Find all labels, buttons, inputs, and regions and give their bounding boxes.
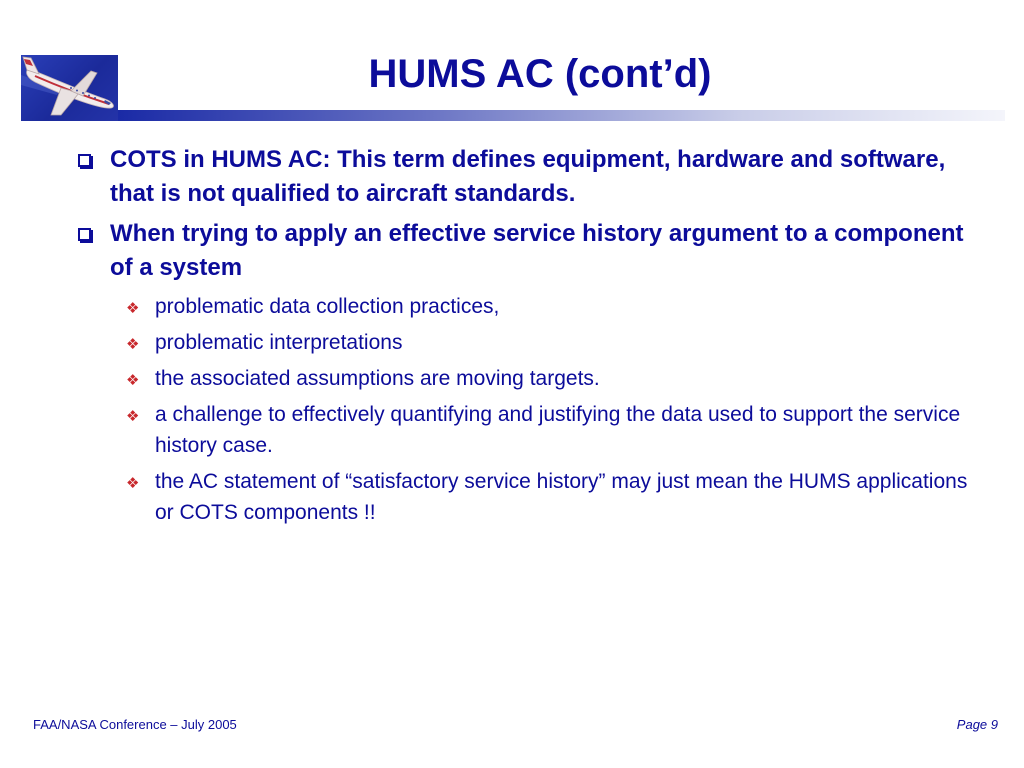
bullet-text-1: COTS in HUMS AC: This term defines equipment, hardware and software, that is not qualified to aircraft standards. bbox=[110, 146, 946, 207]
four-diamond-bullet-icon: ❖ bbox=[126, 336, 140, 353]
sub-bullet-item bbox=[70, 327, 985, 358]
sub-bullet-text: problematic data collection practices, bbox=[155, 295, 500, 318]
slide-content bbox=[70, 143, 985, 533]
sub-bullet-text: a challenge to effectively quantifying and justifying the data used to support the service history case. bbox=[155, 403, 961, 457]
four-diamond-bullet-icon: ❖ bbox=[126, 408, 140, 425]
airplane-logo-icon bbox=[21, 55, 118, 121]
sub-bullet-item bbox=[70, 466, 985, 528]
bullet-item-1 bbox=[70, 143, 985, 211]
sub-bullet-item bbox=[70, 363, 985, 394]
sub-bullet-list bbox=[70, 291, 985, 528]
sub-bullet-text: the AC statement of “satisfactory service history” may just mean the HUMS applications or COTS components !! bbox=[155, 470, 968, 524]
slide-title: HUMS AC (cont’d) bbox=[368, 52, 712, 96]
hollow-square-bullet-icon bbox=[78, 228, 91, 241]
four-diamond-bullet-icon: ❖ bbox=[126, 475, 140, 492]
sub-bullet-item bbox=[70, 291, 985, 322]
sub-bullet-text: problematic interpretations bbox=[155, 331, 403, 354]
sub-bullet-text: the associated assumptions are moving targets. bbox=[155, 367, 600, 390]
title-underline-bar bbox=[118, 110, 1005, 121]
footer-conference: FAA/NASA Conference – July 2005 bbox=[33, 717, 237, 732]
bullet-item-2 bbox=[70, 217, 985, 285]
four-diamond-bullet-icon: ❖ bbox=[126, 372, 140, 389]
footer-page-number: Page 9 bbox=[956, 717, 998, 732]
hollow-square-bullet-icon bbox=[78, 154, 91, 167]
four-diamond-bullet-icon: ❖ bbox=[126, 300, 140, 317]
bullet-text-2: When trying to apply an effective service history argument to a component of a system bbox=[110, 220, 964, 281]
sub-bullet-item bbox=[70, 399, 985, 461]
